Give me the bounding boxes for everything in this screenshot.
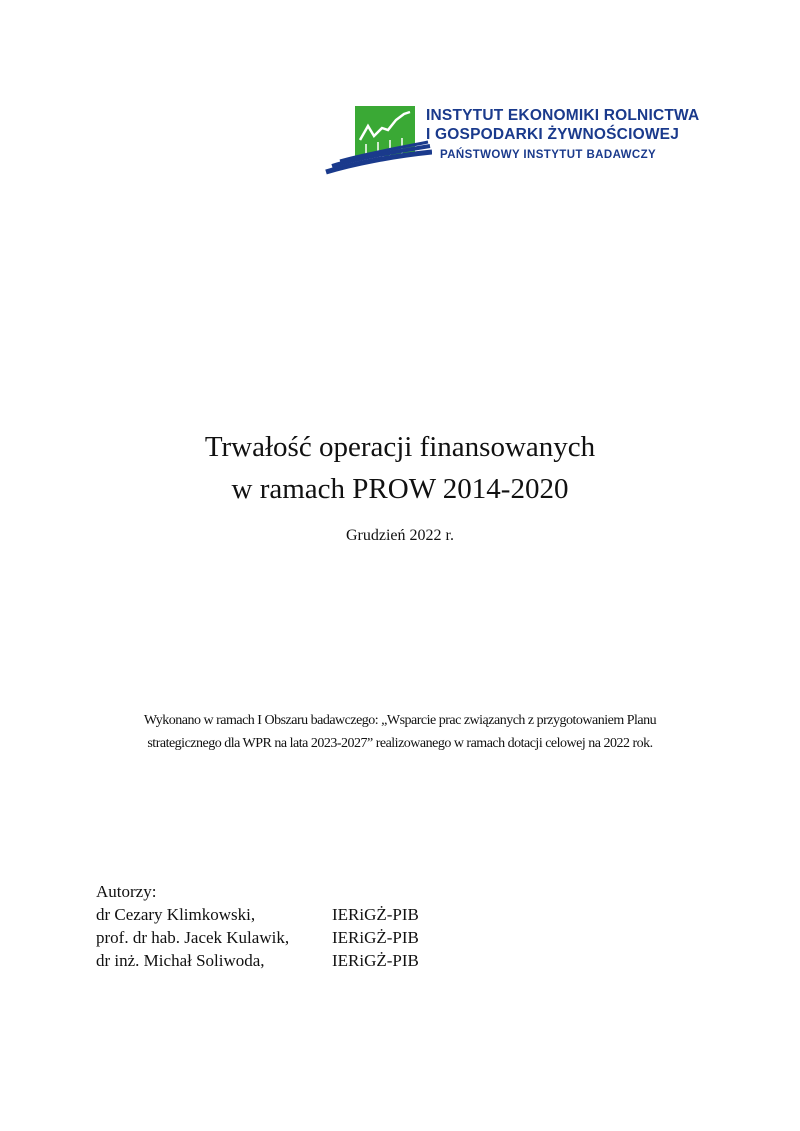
- author-affiliation: IERiGŻ-PIB: [332, 905, 419, 924]
- author-affiliation: IERiGŻ-PIB: [332, 928, 419, 947]
- author-row: [96, 903, 419, 926]
- note-line-2: strategicznego dla WPR na lata 2023-2027” realizowanego w ramach dotacji celowej na 2022 rok.: [147, 736, 653, 751]
- logo-emblem-icon: [322, 100, 432, 180]
- logo-line-1: INSTYTUT EKONOMIKI ROLNICTWA: [426, 107, 700, 124]
- authors-section: [96, 880, 419, 972]
- title-line-1: Trwałość operacji finansowanych: [204, 431, 596, 463]
- title-line-2: w ramach PROW 2014-2020: [231, 473, 569, 505]
- author-affiliation: IERiGŻ-PIB: [332, 951, 419, 970]
- document-title: [0, 426, 800, 510]
- logo-line-2: I GOSPODARKI ŻYWNOŚCIOWEJ: [426, 126, 680, 143]
- author-name: prof. dr hab. Jacek Kulawik,: [96, 928, 290, 947]
- authors-heading: Autorzy:: [96, 882, 157, 901]
- logo-text: [426, 106, 699, 163]
- author-row: [96, 949, 419, 972]
- funding-note: [60, 709, 740, 755]
- note-line-1: Wykonano w ramach I Obszaru badawczego: „Wsparcie prac związanych z przygotowaniem Planu: [143, 713, 657, 728]
- author-name: dr inż. Michał Soliwoda,: [96, 951, 265, 970]
- author-name: dr Cezary Klimkowski,: [96, 905, 256, 924]
- author-row: [96, 926, 419, 949]
- logo-line-3: PAŃSTWOWY INSTYTUT BADAWCZY: [440, 149, 657, 161]
- institute-logo: [322, 100, 707, 180]
- document-date: Grudzień 2022 r.: [346, 527, 454, 544]
